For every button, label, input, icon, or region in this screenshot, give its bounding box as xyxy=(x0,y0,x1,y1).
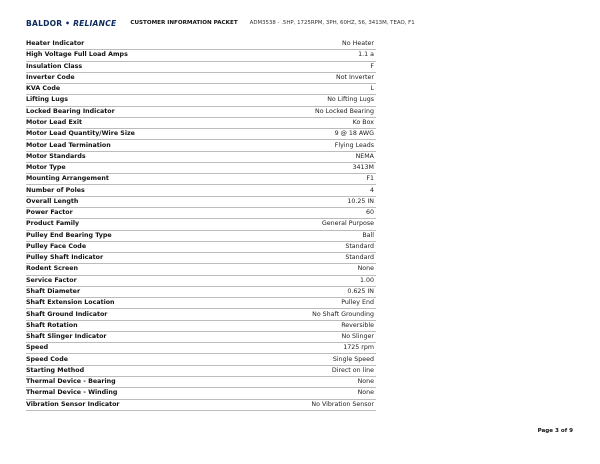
spec-row xyxy=(26,50,376,61)
spec-label: Shaft Rotation xyxy=(26,320,246,331)
spec-value: Standard xyxy=(246,241,376,252)
spec-value: 4 xyxy=(246,185,376,196)
spec-row xyxy=(26,140,376,151)
spec-label: Speed Code xyxy=(26,354,246,365)
spec-table xyxy=(26,39,376,411)
spec-row xyxy=(26,354,376,365)
spec-value: No Heater xyxy=(246,39,376,50)
spec-label: Service Factor xyxy=(26,275,246,286)
spec-row xyxy=(26,320,376,331)
spec-row xyxy=(26,365,376,376)
spec-label: Motor Lead Termination xyxy=(26,140,246,151)
spec-label: High Voltage Full Load Amps xyxy=(26,50,246,61)
spec-row xyxy=(26,331,376,342)
spec-row xyxy=(26,207,376,218)
spec-label: Speed xyxy=(26,343,246,354)
spec-row xyxy=(26,309,376,320)
spec-row xyxy=(26,39,376,50)
spec-label: Shaft Ground Indicator xyxy=(26,309,246,320)
spec-row xyxy=(26,185,376,196)
spec-row xyxy=(26,399,376,410)
spec-value: Reversible xyxy=(246,320,376,331)
spec-label: Number of Poles xyxy=(26,185,246,196)
spec-value: 0.625 IN xyxy=(246,286,376,297)
spec-label: Vibration Sensor Indicator xyxy=(26,399,246,410)
spec-label: KVA Code xyxy=(26,84,246,95)
spec-label: Insulation Class xyxy=(26,61,246,72)
logo-reliance: RELIANCE xyxy=(73,18,117,28)
spec-label: Shaft Extension Location xyxy=(26,298,246,309)
spec-label: Motor Type xyxy=(26,162,246,173)
spec-row xyxy=(26,230,376,241)
spec-row xyxy=(26,61,376,72)
spec-row xyxy=(26,106,376,117)
logo-baldor: BALDOR xyxy=(26,18,63,28)
packet-title: CUSTOMER INFORMATION PACKET xyxy=(130,20,238,26)
spec-value: None xyxy=(246,264,376,275)
spec-label: Pulley Shaft Indicator xyxy=(26,253,246,264)
spec-label: Shaft Slinger Indicator xyxy=(26,331,246,342)
spec-row xyxy=(26,253,376,264)
spec-label: Pulley Face Code xyxy=(26,241,246,252)
spec-value: 10.25 IN xyxy=(246,196,376,207)
spec-value: Ko Box xyxy=(246,117,376,128)
spec-value: Pulley End xyxy=(246,298,376,309)
spec-value: F xyxy=(246,61,376,72)
spec-value: F1 xyxy=(246,174,376,185)
spec-row xyxy=(26,264,376,275)
spec-row xyxy=(26,151,376,162)
spec-row xyxy=(26,162,376,173)
logo-separator: • xyxy=(62,18,74,28)
spec-row xyxy=(26,343,376,354)
spec-value: 1.00 xyxy=(246,275,376,286)
spec-label: Motor Lead Exit xyxy=(26,117,246,128)
spec-row xyxy=(26,241,376,252)
spec-label: Product Family xyxy=(26,219,246,230)
spec-value: 60 xyxy=(246,207,376,218)
document-header xyxy=(26,17,415,29)
spec-value: Direct on line xyxy=(246,365,376,376)
spec-label: Thermal Device - Winding xyxy=(26,388,246,399)
spec-row xyxy=(26,219,376,230)
spec-row xyxy=(26,129,376,140)
spec-row xyxy=(26,174,376,185)
spec-value: None xyxy=(246,376,376,387)
spec-row xyxy=(26,196,376,207)
spec-label: Heater Indicator xyxy=(26,39,246,50)
spec-value: Ball xyxy=(246,230,376,241)
spec-value: 1725 rpm xyxy=(246,343,376,354)
spec-value: 9 @ 18 AWG xyxy=(246,129,376,140)
spec-label: Overall Length xyxy=(26,196,246,207)
spec-value: No Vibration Sensor xyxy=(246,399,376,410)
spec-value: Standard xyxy=(246,253,376,264)
spec-value: 3413M xyxy=(246,162,376,173)
spec-label: Power Factor xyxy=(26,207,246,218)
spec-value: Not Inverter xyxy=(246,72,376,83)
spec-label: Starting Method xyxy=(26,365,246,376)
spec-value: No Locked Bearing xyxy=(246,106,376,117)
spec-label: Mounting Arrangement xyxy=(26,174,246,185)
spec-row xyxy=(26,376,376,387)
spec-value: Flying Leads xyxy=(246,140,376,151)
spec-row xyxy=(26,72,376,83)
spec-row xyxy=(26,275,376,286)
page-number: Page 3 of 9 xyxy=(537,428,573,434)
spec-label: Motor Standards xyxy=(26,151,246,162)
spec-value: No Slinger xyxy=(246,331,376,342)
spec-label: Pulley End Bearing Type xyxy=(26,230,246,241)
spec-value: L xyxy=(246,84,376,95)
spec-row xyxy=(26,95,376,106)
spec-label: Locked Bearing Indicator xyxy=(26,106,246,117)
spec-row xyxy=(26,117,376,128)
spec-label: Rodent Screen xyxy=(26,264,246,275)
spec-value: NEMA xyxy=(246,151,376,162)
spec-row xyxy=(26,84,376,95)
spec-row xyxy=(26,286,376,297)
company-logo xyxy=(26,19,116,28)
spec-value: None xyxy=(246,388,376,399)
spec-value: 1.1 a xyxy=(246,50,376,61)
spec-value: No Lifting Lugs xyxy=(246,95,376,106)
spec-value: General Purpose xyxy=(246,219,376,230)
spec-value: No Shaft Grounding xyxy=(246,309,376,320)
spec-value: Single Speed xyxy=(246,354,376,365)
product-description: ADM3538 - .5HP, 1725RPM, 3PH, 60HZ, 56, 3413M, TEAO, F1 xyxy=(249,20,415,26)
spec-label: Thermal Device - Bearing xyxy=(26,376,246,387)
spec-label: Shaft Diameter xyxy=(26,286,246,297)
spec-row xyxy=(26,388,376,399)
spec-label: Lifting Lugs xyxy=(26,95,246,106)
spec-label: Inverter Code xyxy=(26,72,246,83)
spec-row xyxy=(26,298,376,309)
spec-label: Motor Lead Quantity/Wire Size xyxy=(26,129,246,140)
